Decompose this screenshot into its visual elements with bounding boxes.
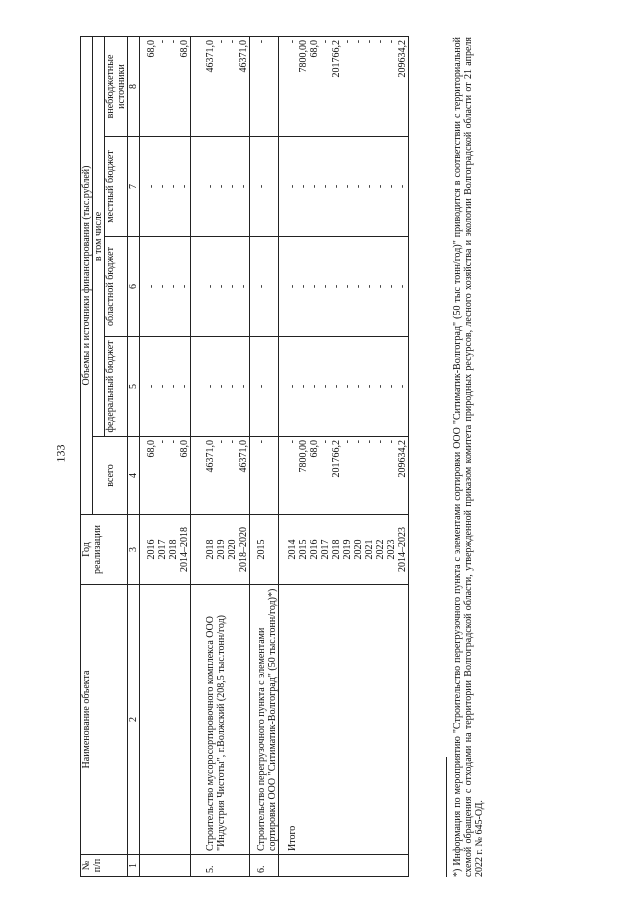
federal-cell: [250, 337, 279, 437]
local-cell: [140, 137, 191, 237]
local-cell-value: -: [287, 184, 298, 189]
year-cell-value: 2015: [298, 539, 309, 560]
extra-cell-value: 46371,0: [205, 39, 216, 73]
year-cell: [279, 515, 409, 585]
regional-cell-value: -: [205, 284, 216, 289]
regional-cell-value: -: [375, 284, 386, 289]
regional-cell: [140, 237, 191, 337]
local-cell: [279, 137, 409, 237]
year-cell-value: 2018: [331, 539, 342, 560]
regional-cell: [191, 237, 250, 337]
federal-cell-value: -: [386, 384, 397, 389]
table-row: [140, 36, 191, 876]
regional-cell-value: -: [168, 284, 179, 289]
local-cell-value: -: [342, 184, 353, 189]
local-cell-value: -: [179, 184, 190, 189]
extra-cell-value: 46371,0: [238, 39, 249, 73]
regional-cell-value: -: [287, 284, 298, 289]
regional-cell: [279, 237, 409, 337]
local-cell-value: -: [320, 184, 331, 189]
col-number: 3: [128, 515, 140, 585]
regional-cell-value: -: [298, 284, 309, 289]
object-name: Строительство мусоросортировочного комплекса ООО "Индустрия Чистоты", г.Волжский (208,5 тыс.тонн/год): [191, 585, 250, 855]
local-cell-value: -: [157, 184, 168, 189]
regional-cell-value: -: [146, 284, 157, 289]
local-cell-value: -: [397, 184, 408, 189]
row-number: [279, 855, 409, 877]
extra-cell: [140, 36, 191, 136]
object-name: [140, 585, 191, 855]
extra-cell-value: 209634,2: [397, 39, 408, 78]
local-cell-value: -: [238, 184, 249, 189]
header-financing: Объемы и источники финансирования (тыс.рублей): [81, 36, 93, 514]
federal-cell-value: -: [179, 384, 190, 389]
federal-cell-value: -: [256, 384, 267, 389]
local-cell-value: -: [331, 184, 342, 189]
local-cell-value: -: [168, 184, 179, 189]
extra-cell-value: -: [386, 39, 397, 44]
total-cell: [191, 437, 250, 515]
header-incl: в том числе: [93, 36, 105, 436]
total-cell-value: -: [342, 440, 353, 444]
total-cell: [250, 437, 279, 515]
year-cell-value: 2021: [364, 539, 375, 560]
local-cell: [191, 137, 250, 237]
local-cell-value: -: [205, 184, 216, 189]
regional-cell-value: -: [364, 284, 375, 289]
regional-cell-value: -: [342, 284, 353, 289]
year-cell-value: 2016: [309, 539, 320, 560]
table-body: [140, 36, 409, 876]
regional-cell-value: -: [256, 284, 267, 289]
year-cell-value: 2023: [386, 539, 397, 560]
col-number: 7: [128, 137, 140, 237]
header-extra: внебюджетные источники: [105, 36, 128, 136]
extra-cell-value: 7800,00: [298, 39, 309, 73]
col-number: 8: [128, 36, 140, 136]
total-cell-value: -: [216, 440, 227, 444]
federal-cell-value: -: [216, 384, 227, 389]
federal-cell: [279, 337, 409, 437]
object-name: Строительство перегрузочного пункта с элементами сортировки ООО "Ситиматик-Волгоград" (50 тыс.тонн/год)*): [250, 585, 279, 855]
extra-cell-value: -: [287, 39, 298, 44]
total-cell-value: 7800,00: [298, 440, 309, 473]
year-cell-value: 2017: [157, 539, 168, 560]
row-number: [140, 855, 191, 877]
extra-cell-value: -: [353, 39, 364, 44]
federal-cell-value: -: [287, 384, 298, 389]
col-number: 5: [128, 337, 140, 437]
year-cell: [250, 515, 279, 585]
regional-cell-value: -: [386, 284, 397, 289]
total-cell-value: 68,0: [146, 440, 157, 458]
regional-cell-value: -: [331, 284, 342, 289]
col-number: 2: [128, 585, 140, 855]
federal-cell-value: -: [397, 384, 408, 389]
local-cell-value: -: [353, 184, 364, 189]
federal-cell-value: -: [146, 384, 157, 389]
year-cell-value: 2017: [320, 539, 331, 560]
extra-cell-value: 68,0: [146, 39, 157, 58]
local-cell-value: -: [216, 184, 227, 189]
extra-cell: [250, 36, 279, 136]
col-number: 4: [128, 437, 140, 515]
federal-cell-value: -: [298, 384, 309, 389]
year-cell-value: 2018: [205, 539, 216, 560]
year-cell-value: 2016: [146, 539, 157, 560]
total-cell-value: -: [353, 440, 364, 444]
local-cell-value: -: [227, 184, 238, 189]
total-cell: [140, 437, 191, 515]
year-cell: [140, 515, 191, 585]
extra-cell-value: -: [168, 39, 179, 44]
total-cell-value: 46371,0: [205, 440, 216, 473]
local-cell-value: -: [364, 184, 375, 189]
extra-cell-value: -: [342, 39, 353, 44]
header-total: всего: [93, 437, 128, 515]
financing-table: [80, 36, 409, 877]
header-federal: федеральный бюджет: [105, 337, 128, 437]
federal-cell-value: -: [364, 384, 375, 389]
federal-cell-value: -: [342, 384, 353, 389]
total-cell-value: -: [168, 440, 179, 444]
regional-cell-value: -: [179, 284, 190, 289]
total-cell-value: -: [287, 440, 298, 444]
federal-cell-value: -: [238, 384, 249, 389]
header-num: № п/п: [81, 855, 128, 877]
local-cell-value: -: [386, 184, 397, 189]
total-cell-value: 68,0: [179, 440, 190, 458]
total-cell-value: -: [256, 440, 267, 444]
year-cell-value: 2020: [353, 539, 364, 560]
extra-cell-value: -: [364, 39, 375, 44]
year-cell: [191, 515, 250, 585]
header-name: Наименование объекта: [81, 585, 128, 855]
year-cell-value: 2022: [375, 539, 386, 560]
federal-cell-value: -: [168, 384, 179, 389]
header-local: местный бюджет: [105, 137, 128, 237]
federal-cell-value: -: [375, 384, 386, 389]
extra-cell-value: -: [157, 39, 168, 44]
total-cell-value: -: [375, 440, 386, 444]
row-number: 6.: [250, 855, 279, 877]
local-cell-value: -: [256, 184, 267, 189]
regional-cell-value: -: [238, 284, 249, 289]
federal-cell-value: -: [331, 384, 342, 389]
object-name: Итого: [279, 585, 409, 855]
local-cell-value: -: [309, 184, 320, 189]
total-cell-value: 209634,2: [397, 440, 408, 478]
federal-cell-value: -: [205, 384, 216, 389]
footnote: *) Информация по мероприятию "Строительство перегрузочного пункта с элементами сортировки ООО "Ситиматик-Волгоград" (50 тыс тонн/год)" приводится в соответствии с территориальной схемой обращения с отходами на территории Волгоградской области, утвержденной приказом комитета природных ресурсов, лесного хозяйства и экологии Волгоградской области от 21 апреля 2022 г. № 645-ОД.: [452, 37, 485, 877]
extra-cell: [279, 36, 409, 136]
federal-cell: [191, 337, 250, 437]
local-cell-value: -: [375, 184, 386, 189]
regional-cell-value: -: [227, 284, 238, 289]
federal-cell-value: -: [353, 384, 364, 389]
extra-cell: [191, 36, 250, 136]
federal-cell-value: -: [309, 384, 320, 389]
col-number: 1: [128, 855, 140, 877]
year-cell-value: 2020: [227, 539, 238, 560]
extra-cell-value: -: [227, 39, 238, 44]
total-cell-value: 46371,0: [238, 440, 249, 473]
regional-cell: [250, 237, 279, 337]
row-number: 5.: [191, 855, 250, 877]
regional-cell-value: -: [397, 284, 408, 289]
local-cell: [250, 137, 279, 237]
extra-cell-value: -: [320, 39, 331, 44]
total-cell-value: -: [227, 440, 238, 444]
table-row: [191, 36, 250, 876]
extra-cell-value: -: [216, 39, 227, 44]
col-number: 6: [128, 237, 140, 337]
extra-cell-value: -: [256, 39, 267, 44]
local-cell-value: -: [298, 184, 309, 189]
extra-cell-value: 201766,2: [331, 39, 342, 78]
year-cell-value: 2018–2020: [238, 527, 249, 572]
table-row: [279, 36, 409, 876]
header-year: Год реализации: [81, 515, 128, 585]
year-cell-value: 2019: [342, 539, 353, 560]
year-cell-value: 2018: [168, 539, 179, 560]
regional-cell-value: -: [320, 284, 331, 289]
year-cell-value: 2014: [287, 539, 298, 560]
year-cell-value: 2014–2018: [179, 527, 190, 572]
total-cell-value: 68,0: [309, 440, 320, 458]
total-cell-value: -: [386, 440, 397, 444]
regional-cell-value: -: [216, 284, 227, 289]
federal-cell-value: -: [227, 384, 238, 389]
federal-cell: [140, 337, 191, 437]
extra-cell-value: 68,0: [309, 39, 320, 58]
total-cell-value: -: [320, 440, 331, 444]
total-cell-value: -: [157, 440, 168, 444]
column-numbers-row: [128, 36, 140, 876]
footnote-rule: [446, 757, 447, 877]
total-cell-value: 201766,2: [331, 440, 342, 478]
federal-cell-value: -: [157, 384, 168, 389]
extra-cell-value: 68,0: [179, 39, 190, 58]
table-row: [250, 36, 279, 876]
regional-cell-value: -: [353, 284, 364, 289]
regional-cell-value: -: [309, 284, 320, 289]
year-cell-value: 2014–2023: [397, 527, 408, 572]
federal-cell-value: -: [320, 384, 331, 389]
header-regional: областной бюджет: [105, 237, 128, 337]
rotated-page-content: [80, 37, 525, 877]
year-cell-value: 2015: [256, 539, 267, 560]
regional-cell-value: -: [157, 284, 168, 289]
local-cell-value: -: [146, 184, 157, 189]
total-cell-value: -: [364, 440, 375, 444]
year-cell-value: 2019: [216, 539, 227, 560]
page-number: 133: [53, 444, 68, 463]
extra-cell-value: -: [375, 39, 386, 44]
total-cell: [279, 437, 409, 515]
